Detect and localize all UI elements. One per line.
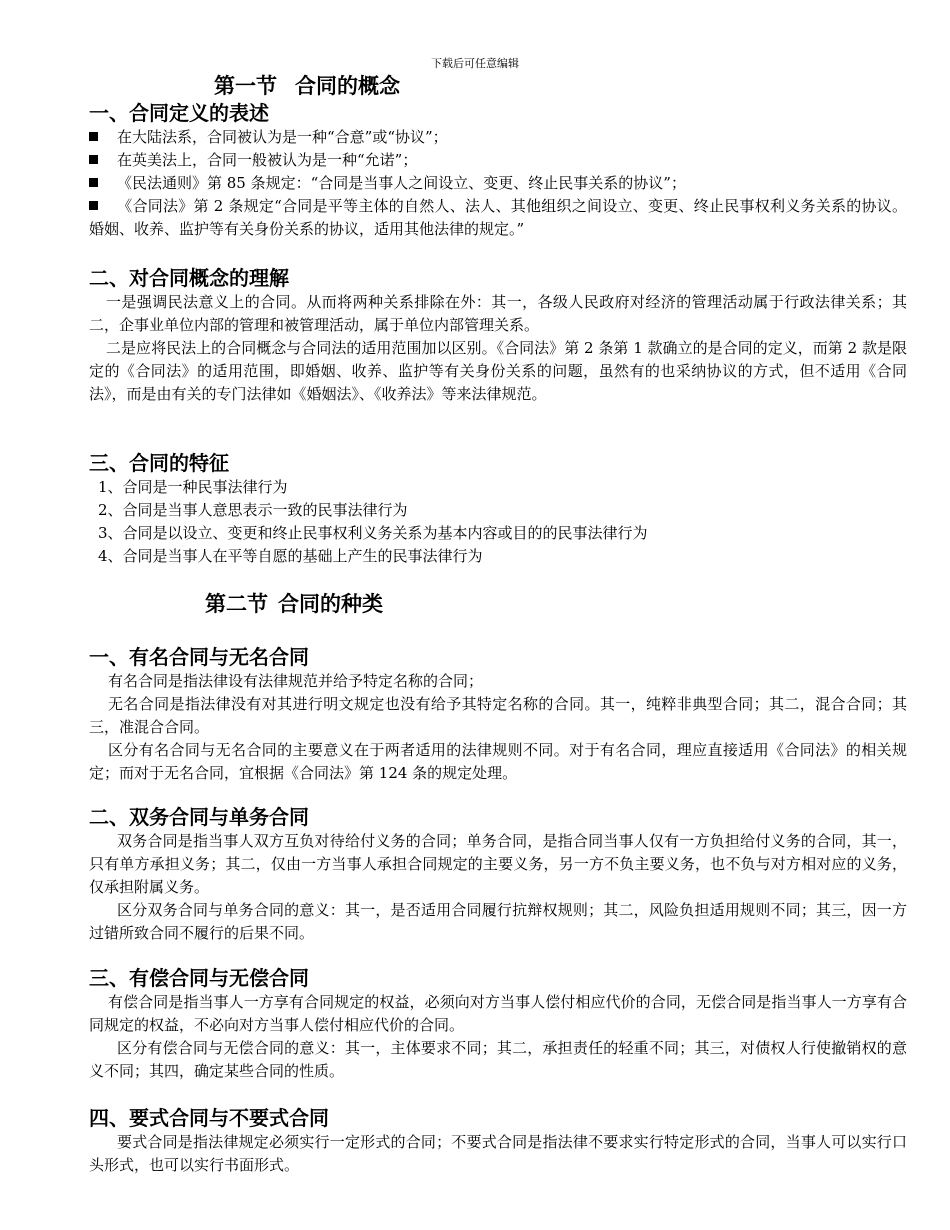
heading-features: 三、合同的特征 [89, 451, 229, 475]
paragraph: 要式合同是指法律规定必须实行一定形式的合同；不要式合同是指法律不要求实行特定形式的合同，当事人可以实行口头形式，也可以实行书面形式。 [89, 1133, 907, 1174]
definition-bullets [89, 126, 907, 241]
section-title-1 [214, 73, 400, 99]
header-note: 下载后可任意编辑 [431, 57, 519, 70]
paragraph: 区分双务合同与单务合同的意义：其一，是否适用合同履行抗辩权规则；其二，风险负担适用规则不同；其三，因一方过错所致合同不履行的后果不同。 [89, 901, 907, 942]
list-item: 3、合同是以设立、变更和终止民事权利义务关系为基本内容或目的的民事法律行为 [98, 524, 648, 542]
square-bullet-icon [89, 178, 98, 187]
square-bullet-icon [89, 201, 98, 210]
paragraph: 区分有偿合同与无偿合同的意义：其一，主体要求不同；其二，承担责任的轻重不同；其三，对债权人行使撤销权的意义不同；其四，确定某些合同的性质。 [89, 1039, 907, 1080]
bilateral-contracts-paragraphs [89, 830, 907, 945]
paid-contracts-paragraphs [89, 991, 907, 1083]
paragraph: 一是强调民法意义上的合同。从而将两种关系排除在外：其一，各级人民政府对经济的管理活动属于行政法律关系；其二，企事业单位内部的管理和被管理活动，属于单位内部管理关系。 [89, 293, 907, 334]
feature-list [89, 476, 907, 568]
named-contracts-paragraphs [89, 670, 907, 785]
heading-understanding: 二、对合同概念的理解 [89, 266, 289, 290]
heading-named-contracts: 一、有名合同与无名合同 [89, 645, 309, 669]
paragraph: 二是应将民法上的合同概念与合同法的适用范围加以区别。《合同法》第 2 条第 1 款确立的是合同的定义，而第 2 款是限定的《合同法》的适用范围，即婚姻、收养、监护等有关身份关系的问题，虽然有的也采纳协议的方式，但不适用《合同法》，而是由有关的专门法律如《婚姻法》、《收养法》等来法律规范。 [89, 339, 907, 403]
paragraph: 区分有名合同与无名合同的主要意义在于两者适用的法律规则不同。对于有名合同，理应直接适用《合同法》的相关规定；而对于无名合同，宜根据《合同法》第 124 条的规定处理。 [89, 741, 907, 782]
bullet-item: 在大陆法系，合同被认为是一种“合意”或“协议”； [89, 126, 907, 149]
heading-formal-contracts: 四、要式合同与不要式合同 [89, 1106, 329, 1130]
square-bullet-icon [89, 132, 98, 141]
section-title-2 [205, 591, 383, 617]
square-bullet-icon [89, 155, 98, 164]
understanding-paragraphs [89, 291, 907, 406]
heading-paid-contracts: 三、有偿合同与无偿合同 [89, 966, 309, 990]
bullet-item: 在英美法上，合同一般被认为是一种“允诺”； [89, 149, 907, 172]
section-name: 合同的概念 [295, 74, 400, 98]
list-item: 1、合同是一种民事法律行为 [98, 478, 288, 496]
formal-contracts-paragraphs [89, 1131, 907, 1177]
heading-definition: 一、合同定义的表述 [89, 101, 269, 125]
heading-bilateral-contracts: 二、双务合同与单务合同 [89, 805, 309, 829]
paragraph: 无名合同是指法律没有对其进行明文规定也没有给予其特定名称的合同。其一，纯粹非典型合同；其二，混合合同；其三，准混合合同。 [89, 695, 907, 736]
bullet-item: 《民法通则》第 85 条规定：“合同是当事人之间设立、变更、终止民事关系的协议”； [89, 172, 907, 195]
section-number: 第一节 [214, 74, 277, 98]
paragraph: 有名合同是指法律设有法律规范并给予特定名称的合同； [108, 672, 484, 690]
section-number: 第二节 [205, 592, 268, 616]
bullet-item: 《合同法》第 2 条规定“合同是平等主体的自然人、法人、其他组织之间设立、变更、终止民事权利义务关系的协议。婚姻、收养、监护等有关身份关系的协议，适用其他法律的规定。” [89, 197, 907, 238]
list-item: 2、合同是当事人意思表示一致的民事法律行为 [98, 501, 408, 519]
list-item: 4、合同是当事人在平等自愿的基础上产生的民事法律行为 [98, 547, 483, 565]
paragraph: 有偿合同是指当事人一方享有合同规定的权益，必须向对方当事人偿付相应代价的合同，无偿合同是指当事人一方享有合同规定的权益，不必向对方当事人偿付相应代价的合同。 [89, 993, 907, 1034]
section-name: 合同的种类 [278, 592, 383, 616]
paragraph: 双务合同是指当事人双方互负对待给付义务的合同；单务合同，是指合同当事人仅有一方负担给付义务的合同，其一，只有单方承担义务；其二，仅由一方当事人承担合同规定的主要义务，另一方不负主要义务，也不负与对方相对应的义务，仅承担附属义务。 [89, 832, 907, 896]
